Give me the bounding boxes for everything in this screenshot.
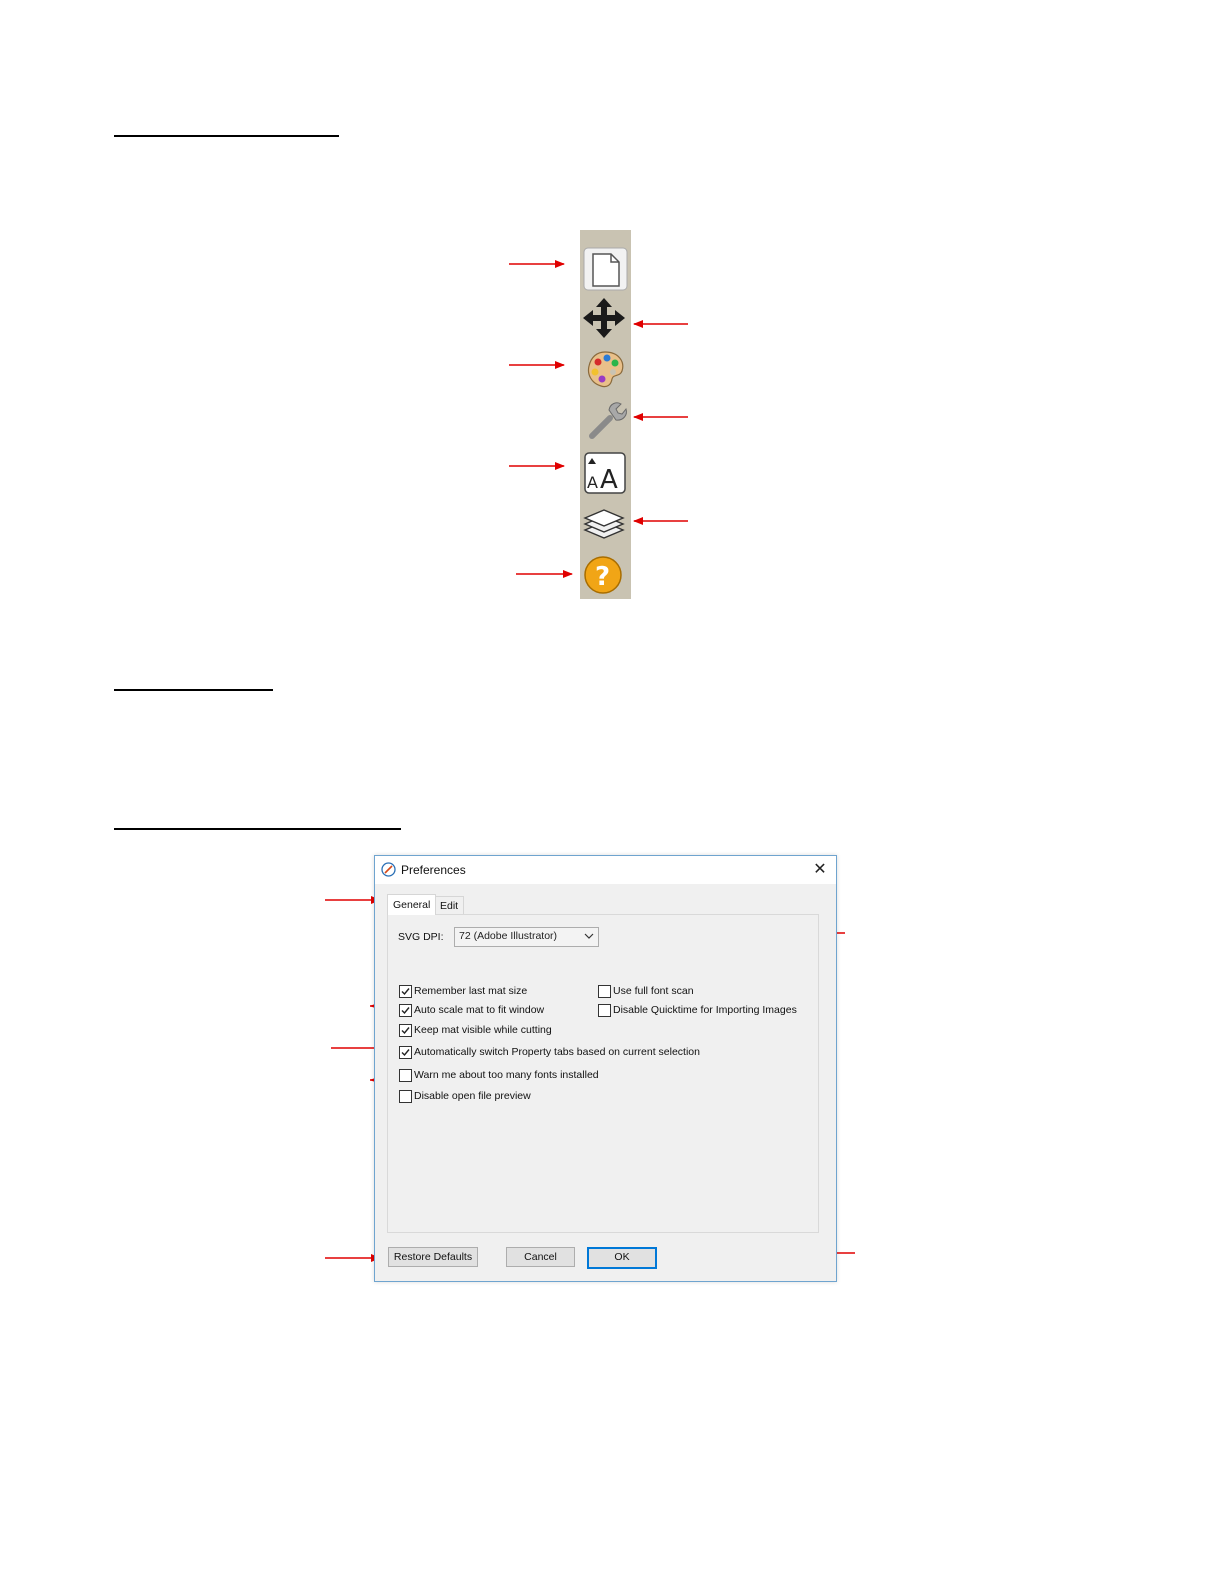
tool-palette[interactable] <box>580 344 631 394</box>
tool-layers[interactable] <box>580 500 631 550</box>
keep-mat-visible-label: Keep mat visible while cutting <box>414 1024 552 1036</box>
heading-rule-1 <box>114 135 339 137</box>
tool-move[interactable] <box>580 294 631 344</box>
move-icon <box>583 296 629 342</box>
general-panel <box>387 914 819 1233</box>
heading-rule-3 <box>114 828 401 830</box>
remember-mat-size-checkbox[interactable] <box>399 985 412 998</box>
auto-scale-mat-checkbox[interactable] <box>399 1004 412 1017</box>
auto-switch-tabs-checkbox[interactable] <box>399 1046 412 1059</box>
remember-mat-size-label: Remember last mat size <box>414 985 528 997</box>
app-icon <box>381 862 396 877</box>
icon-toolbar <box>580 230 631 599</box>
svg-dpi-label: SVG DPI: <box>398 931 444 943</box>
chevron-down-icon <box>583 930 595 942</box>
palette-icon <box>583 346 629 392</box>
svg-text:?: ? <box>595 562 611 592</box>
svg-dpi-value: 72 (Adobe Illustrator) <box>459 930 558 942</box>
use-full-font-scan-checkbox[interactable] <box>598 985 611 998</box>
tool-document[interactable] <box>580 242 631 292</box>
auto-scale-mat-label: Auto scale mat to fit window <box>414 1004 545 1016</box>
checkmark-icon <box>400 1005 411 1016</box>
svg-text:A: A <box>587 473 598 492</box>
help-icon <box>583 552 629 598</box>
checkmark-icon <box>400 986 411 997</box>
checkmark-icon <box>400 1025 411 1036</box>
preferences-dialog <box>374 855 837 1282</box>
disable-quicktime-checkbox[interactable] <box>598 1004 611 1017</box>
title-bar <box>375 856 836 884</box>
disable-preview-checkbox[interactable] <box>399 1090 412 1103</box>
warn-fonts-checkbox[interactable] <box>399 1069 412 1082</box>
heading-rule-2 <box>114 689 273 691</box>
ok-button[interactable]: OK <box>587 1247 657 1269</box>
keep-mat-visible-checkbox[interactable] <box>399 1024 412 1037</box>
warn-fonts-label: Warn me about too many fonts installed <box>414 1069 599 1081</box>
text-size-icon <box>583 450 629 496</box>
svg-text:A: A <box>600 465 618 495</box>
tool-help[interactable] <box>580 550 631 600</box>
tab-edit[interactable]: Edit <box>434 896 464 915</box>
tool-wrench[interactable] <box>580 396 631 446</box>
tab-general[interactable]: General <box>387 894 436 915</box>
dialog-title: Preferences <box>401 863 466 877</box>
tool-text-size[interactable] <box>580 448 631 498</box>
disable-preview-label: Disable open file preview <box>414 1090 531 1102</box>
auto-switch-tabs-label: Automatically switch Property tabs based on current selection <box>414 1046 700 1058</box>
close-icon[interactable]: ✕ <box>813 861 827 878</box>
svg-dpi-select[interactable] <box>454 927 599 947</box>
use-full-font-scan-label: Use full font scan <box>613 985 694 997</box>
document-icon <box>583 244 629 292</box>
checkmark-icon <box>400 1047 411 1058</box>
restore-defaults-button[interactable]: Restore Defaults <box>388 1247 478 1267</box>
layers-icon <box>583 502 629 548</box>
cancel-button[interactable]: Cancel <box>506 1247 575 1267</box>
disable-quicktime-label: Disable Quicktime for Importing Images <box>613 1004 797 1016</box>
wrench-icon <box>583 398 629 444</box>
